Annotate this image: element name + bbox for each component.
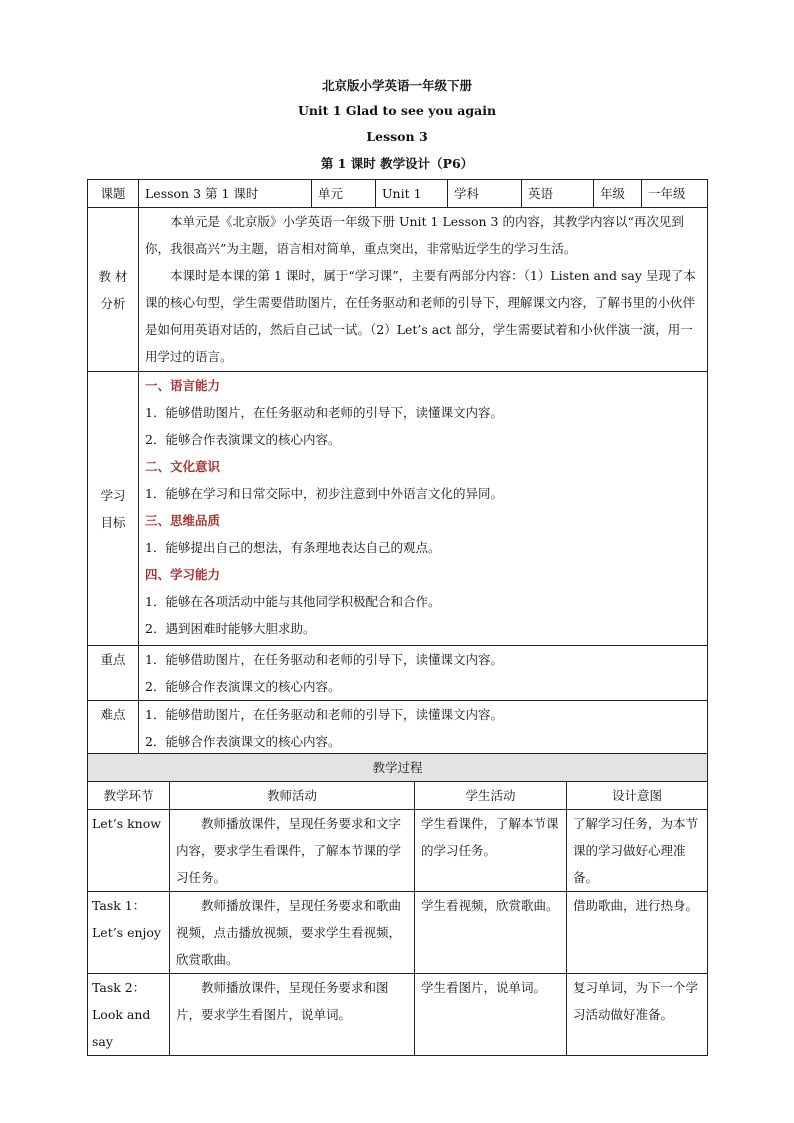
- unit-value: Unit 1: [376, 180, 448, 208]
- objectives-content: [139, 372, 708, 646]
- stage-cell: Task 2：Look and say: [88, 974, 170, 1056]
- difficulties-row: [88, 701, 708, 756]
- col-intent-header: 设计意图: [567, 782, 708, 810]
- teacher-cell: 教师播放课件，呈现任务要求和文字内容，要求学生看课件，了解本节课的学习任务。: [170, 810, 415, 892]
- col-teacher-header: 教师活动: [170, 782, 415, 810]
- section-title: 一、语言能力: [145, 378, 221, 393]
- objectives-label: 学习 目标: [88, 372, 139, 646]
- analysis-row: [88, 208, 708, 372]
- section-title: 四、学习能力: [145, 567, 221, 582]
- unit-label: 单元: [312, 180, 376, 208]
- difficulties-label: 难点: [88, 701, 139, 756]
- subject-value: 英语: [522, 180, 594, 208]
- analysis-paragraph-2: 本课时是本课的第 1 课时，属于“学习课”，主要有两部分内容：（1）Listen and say 呈现了本课的核心句型，学生需要借助图片，在任务驱动和老师的引导下，理解课文内容，了解书里的小伙伴是如何用英语对话的，然后自己试一试。（2）Let’s act 部分，学生需要试着和小伙伴演一演，用一用学过的语言。: [145, 268, 696, 364]
- analysis-label: 教 材 分析: [88, 208, 139, 372]
- objectives-row: [88, 372, 708, 646]
- grade-value: 一年级: [642, 180, 708, 208]
- table-row: [88, 810, 708, 892]
- col-stage-header: 教学环节: [88, 782, 170, 810]
- key-points-row: [88, 646, 708, 701]
- subject-label: 学科: [448, 180, 522, 208]
- doc-title-grade: 北京版小学英语一年级下册: [321, 78, 472, 93]
- objective-item: 1．能够在各项活动中能与其他同学积极配合和合作。: [145, 594, 441, 609]
- student-cell: 学生看课件，了解本节课的学习任务。: [415, 810, 567, 892]
- teaching-process-table: [87, 753, 708, 1056]
- teacher-cell: 教师播放课件，呈现任务要求和图片，要求学生看图片，说单词。: [170, 974, 415, 1056]
- topic-value: Lesson 3 第 1 课时: [139, 180, 312, 208]
- analysis-paragraph-1: 本单元是《北京版》小学英语一年级下册 Unit 1 Lesson 3 的内容，其教学内容以“再次见到你，我很高兴”为主题，语言相对简单，重点突出，非常贴近学生的学习生活。: [145, 214, 684, 256]
- objective-item: 1．能够借助图片，在任务驱动和老师的引导下，读懂课文内容。: [145, 405, 503, 420]
- difficulties-content: 1．能够借助图片，在任务驱动和老师的引导下，读懂课文内容。 2．能够合作表演课文的核心内容。: [139, 701, 708, 756]
- objective-item: 1．能够在学习和日常交际中，初步注意到中外语言文化的异同。: [145, 486, 503, 501]
- intent-cell: 复习单词，为下一个学习活动做好准备。: [567, 974, 708, 1056]
- analysis-content: [139, 208, 708, 372]
- table-row: [88, 974, 708, 1056]
- process-header-row: [88, 782, 708, 810]
- table-row: [88, 892, 708, 974]
- doc-title-unit: Unit 1 Glad to see you again: [297, 103, 497, 118]
- objective-item: 1．能够提出自己的想法，有条理地表达自己的观点。: [145, 540, 441, 555]
- key-points-label: 重点: [88, 646, 139, 701]
- teacher-cell: 教师播放课件，呈现任务要求和歌曲视频，点击播放视频，要求学生看视频，欣赏歌曲。: [170, 892, 415, 974]
- intent-cell: 借助歌曲，进行热身。: [567, 892, 708, 974]
- grade-label: 年级: [594, 180, 642, 208]
- intent-cell: 了解学习任务，为本节课的学习做好心理准备。: [567, 810, 708, 892]
- key-points-content: 1．能够借助图片，在任务驱动和老师的引导下，读懂课文内容。 2．能够合作表演课文的核心内容。: [139, 646, 708, 701]
- section-title: 三、思维品质: [145, 513, 221, 528]
- stage-cell: Task 1：Let’s enjoy: [88, 892, 170, 974]
- process-title: 教学过程: [88, 754, 708, 782]
- col-student-header: 学生活动: [415, 782, 567, 810]
- student-cell: 学生看视频，欣赏歌曲。: [415, 892, 567, 974]
- objective-item: 2．能够合作表演课文的核心内容。: [145, 432, 341, 447]
- doc-title-period: 第 1 课时 教学设计（P6）: [320, 156, 474, 171]
- info-row: [88, 180, 708, 208]
- lesson-info-table: [87, 179, 708, 756]
- process-title-row: [88, 754, 708, 782]
- doc-title-lesson: Lesson 3: [366, 129, 428, 144]
- objective-item: 2．遇到困难时能够大胆求助。: [145, 621, 316, 636]
- topic-label: 课题: [88, 180, 139, 208]
- section-title: 二、文化意识: [145, 459, 221, 474]
- student-cell: 学生看图片，说单词。: [415, 974, 567, 1056]
- stage-cell: Let’s know: [88, 810, 170, 892]
